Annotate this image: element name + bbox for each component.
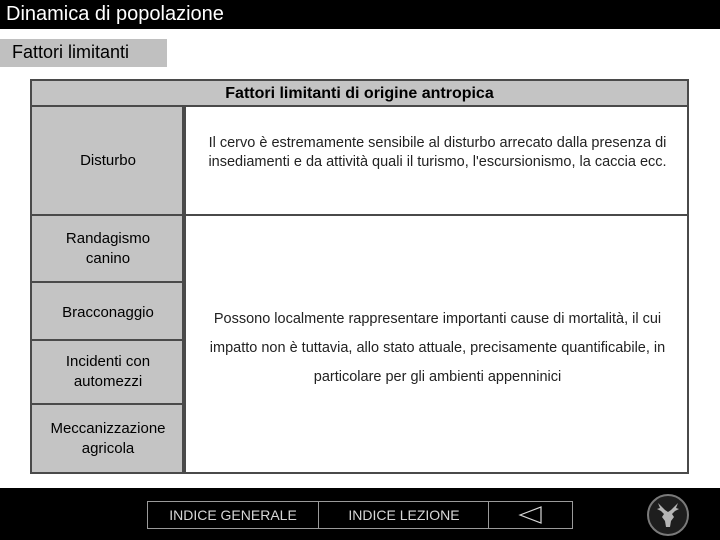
section-subtitle (0, 39, 167, 67)
factor-incidenti-con-automezzi: Incidenti con automezzi (65, 353, 151, 390)
table-header (30, 79, 689, 107)
description-disturbo: Il cervo è estremamente sensibile al disturbo arrecato dalla presenza di insediamenti e da attività quali il turismo, l'escursionismo, la caccia ecc. (208, 135, 667, 170)
description-mortality-causes: Possono localmente rappresentare importanti cause di mortalità, il cui impatto non è tuttavia, allo stato attuale, precisamente quantificabile, in particolare per gli ambienti appenninici (209, 311, 666, 385)
table-heading: Fattori limitanti di origine antropica (225, 85, 494, 102)
factors-column (30, 107, 184, 474)
page-title: Dinamica di popolazione (6, 3, 224, 25)
triangle-left-icon (518, 505, 544, 525)
section-subtitle-label: Fattori limitanti (12, 42, 130, 62)
navigation-bar (147, 501, 573, 529)
factor-disturbo: Disturbo (80, 151, 136, 169)
deer-head-logo-icon[interactable] (647, 494, 689, 536)
title-bar (0, 0, 720, 29)
factor-randagismo-canino: Randagismo canino (65, 229, 151, 267)
row-divider (186, 214, 689, 216)
footer-bar (0, 488, 720, 540)
indice-generale-button[interactable]: INDICE GENERALE (169, 507, 297, 523)
indice-lezione-button[interactable]: INDICE LEZIONE (348, 507, 460, 523)
factor-meccanizzazione-agricola: Meccanizzazione agricola (50, 419, 166, 457)
factor-bracconaggio: Bracconaggio (62, 304, 154, 321)
back-button[interactable] (489, 502, 572, 528)
descriptions-column (184, 107, 689, 474)
